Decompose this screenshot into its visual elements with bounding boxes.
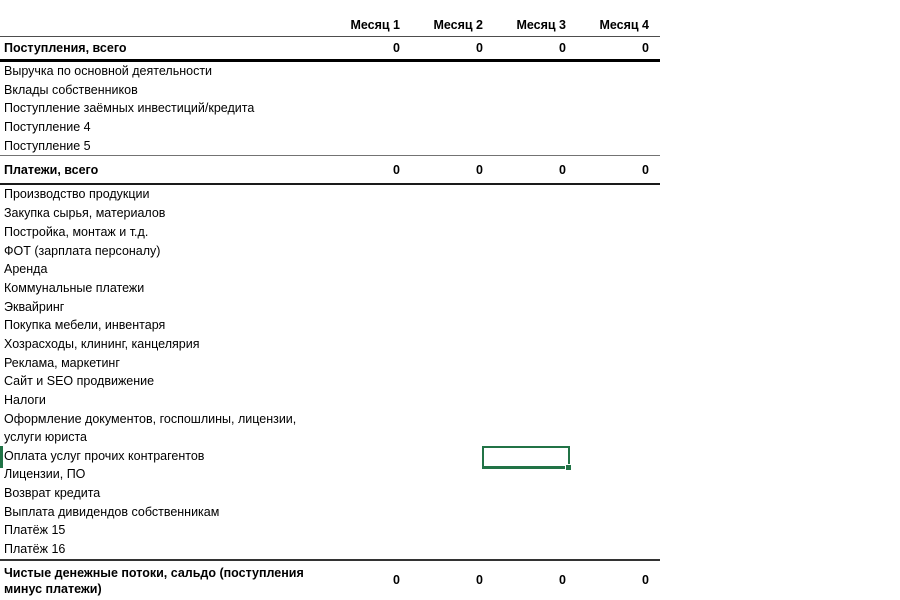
row-value-cells[interactable]	[322, 242, 660, 261]
payments-total-cell-m3[interactable]: 0	[559, 162, 566, 177]
row-label-cell[interactable]: Реклама, маркетинг	[4, 355, 120, 370]
row-value-cells[interactable]	[322, 335, 660, 354]
row-value-cells[interactable]	[322, 260, 660, 279]
row-label-cell[interactable]: Аренда	[4, 262, 48, 277]
table-row	[0, 260, 660, 279]
income-total-cell-m4[interactable]: 0	[642, 41, 649, 55]
fill-handle[interactable]	[565, 464, 572, 471]
table-row	[0, 279, 660, 298]
table-row	[0, 354, 660, 373]
column-header-row	[0, 0, 660, 37]
selected-cell-outline[interactable]	[482, 446, 570, 469]
income-total-label[interactable]: Поступления, всего	[4, 40, 127, 55]
row-label-cell[interactable]: Выручка по основной деятельности	[4, 64, 213, 78]
payments-total-cell-m2[interactable]: 0	[476, 162, 483, 177]
row-value-cells[interactable]	[322, 316, 660, 335]
row-label-cell[interactable]: Платёж 16	[4, 542, 66, 557]
net-total-cell-m4[interactable]: 0	[642, 573, 649, 588]
table-row	[0, 335, 660, 354]
income-rows-group	[0, 62, 660, 156]
net-total-cell-m2[interactable]: 0	[476, 573, 483, 588]
row-label-cell[interactable]: Поступление 5	[4, 138, 91, 153]
row-value-cells[interactable]	[322, 354, 660, 373]
net-total-cell-m1[interactable]: 0	[393, 573, 400, 588]
row-value-cells[interactable]	[322, 391, 660, 410]
row-label-cell[interactable]: Выплата дивидендов собственникам	[4, 504, 220, 519]
row-label-cell[interactable]: Сайт и SEO продвижение	[4, 374, 155, 389]
row-label-cell[interactable]: Производство продукции	[4, 187, 150, 202]
row-label-cell[interactable]: Закупка сырья, материалов	[4, 206, 166, 221]
row-selection-indicator	[0, 446, 3, 468]
row-value-cells[interactable]	[322, 137, 660, 156]
row-value-cells[interactable]	[322, 484, 660, 503]
row-value-cells[interactable]	[322, 81, 660, 100]
table-row	[0, 81, 660, 100]
table-row	[0, 185, 660, 204]
row-value-cells[interactable]	[322, 223, 660, 242]
row-label-cell[interactable]: Хозрасходы, клининг, канцелярия	[4, 336, 200, 351]
payments-total-cell-m1[interactable]: 0	[393, 162, 400, 177]
row-value-cells[interactable]	[322, 410, 660, 447]
table-row	[0, 316, 660, 335]
row-value-cells[interactable]	[322, 521, 660, 540]
table-row	[0, 298, 660, 317]
row-label-cell[interactable]: Постройка, монтаж и т.д.	[4, 224, 149, 239]
row-value-cells[interactable]	[322, 372, 660, 391]
row-value-cells[interactable]	[322, 185, 660, 204]
row-label-cell[interactable]: Оформление документов, госпошлины, лицензии, услуги юриста	[4, 411, 297, 445]
row-value-cells[interactable]	[322, 62, 660, 81]
table-row	[0, 204, 660, 223]
row-label-cell[interactable]: Платёж 15	[4, 523, 66, 538]
table-row	[0, 118, 660, 137]
net-total-cell-m3[interactable]: 0	[559, 573, 566, 588]
row-label-cell[interactable]: Эквайринг	[4, 299, 65, 314]
net-total-label[interactable]: Чистые денежные потоки, сальдо (поступления минус платежи)	[4, 565, 304, 597]
payments-total-label[interactable]: Платежи, всего	[4, 162, 99, 177]
income-total-cell-m2[interactable]: 0	[476, 41, 483, 55]
table-row	[0, 484, 660, 503]
row-label-cell[interactable]: Покупка мебели, инвентаря	[4, 318, 166, 333]
column-header-month-4[interactable]: Месяц 4	[599, 18, 649, 32]
row-label-cell[interactable]: ФОТ (зарплата персоналу)	[4, 243, 161, 258]
row-value-cells[interactable]	[322, 540, 660, 559]
table-row	[0, 223, 660, 242]
row-label-cell[interactable]: Налоги	[4, 393, 46, 407]
column-header-month-1[interactable]: Месяц 1	[350, 18, 400, 32]
row-label-cell[interactable]: Вклады собственников	[4, 82, 138, 97]
table-row	[0, 521, 660, 540]
row-value-cells[interactable]	[322, 298, 660, 317]
net-total-row	[0, 561, 660, 600]
table-row	[0, 410, 660, 447]
table-row	[0, 137, 660, 156]
payment-rows-group	[0, 185, 660, 560]
row-label-cell[interactable]: Поступление 4	[4, 120, 91, 135]
column-header-month-2[interactable]: Месяц 2	[433, 18, 483, 32]
table-row	[0, 372, 660, 391]
row-value-cells[interactable]	[322, 118, 660, 137]
row-label-cell[interactable]: Коммунальные платежи	[4, 280, 145, 295]
table-row	[0, 391, 660, 410]
income-total-cell-m3[interactable]: 0	[559, 41, 566, 55]
row-value-cells[interactable]	[322, 279, 660, 298]
table-row	[0, 503, 660, 522]
row-label-cell[interactable]: Возврат кредита	[4, 486, 101, 501]
row-label-cell[interactable]: Поступление заёмных инвестиций/кредита	[4, 101, 255, 116]
row-label-cell[interactable]: Лицензии, ПО	[4, 467, 86, 482]
income-total-row	[0, 37, 660, 62]
payments-total-row	[0, 156, 660, 185]
table-row	[0, 242, 660, 261]
row-value-cells[interactable]	[322, 503, 660, 522]
income-total-cell-m1[interactable]: 0	[393, 41, 400, 55]
row-value-cells[interactable]	[322, 204, 660, 223]
row-label-cell[interactable]: Оплата услуг прочих контрагентов	[4, 448, 205, 463]
table-row	[0, 62, 660, 81]
payments-total-cell-m4[interactable]: 0	[642, 162, 649, 177]
table-row	[0, 99, 660, 118]
column-header-month-3[interactable]: Месяц 3	[516, 18, 566, 32]
table-row	[0, 540, 660, 559]
row-value-cells[interactable]	[322, 99, 660, 118]
